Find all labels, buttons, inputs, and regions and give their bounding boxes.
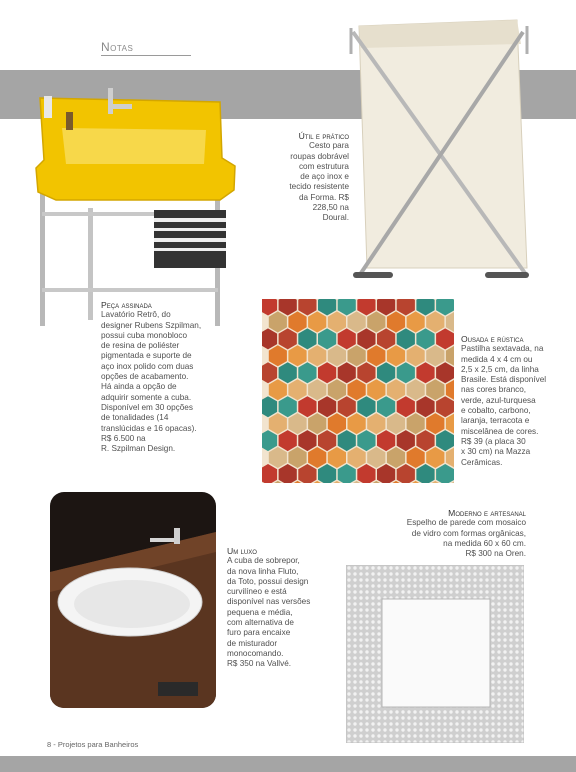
caption-line: Disponível em 30 opções [101,402,193,412]
caption-mirror [356,508,526,559]
caption-line: e cobalto, carbono, [461,406,531,416]
caption-line: de misturador [227,638,278,648]
caption-line: translúcidas e 16 opacas). [101,423,197,433]
caption-line: designer Rubens Szpilman, [101,320,202,330]
caption-line: aço inox polido com duas [101,361,194,371]
caption-line: 2,5 x 2,5 cm, da linha [461,364,539,374]
section-title: Notas [101,40,134,54]
caption-line: adquirir somente a cuba. [101,392,192,402]
caption-line: na medida 60 x 60 cm. [443,538,526,548]
caption-line: 228,50 na [312,203,349,213]
caption-title: Um luxo [227,546,257,556]
caption-line: verde, azul-turquesa [461,395,536,405]
caption-line: de resina de poliéster [101,341,180,351]
caption-tiles [461,334,566,468]
caption-line: R$ 39 (a placa 30 [461,436,526,446]
caption-line: Espelho de parede com mosaico [406,518,526,528]
caption-line: Cesto para [308,141,349,151]
caption-line: Pastilha sextavada, na [461,344,544,354]
caption-line: Lavatório Retrô, do [101,310,171,320]
caption-line: de tonalidades (14 [101,413,169,423]
caption-title: Moderno e artesanal [448,508,526,518]
caption-line: Doural. [322,213,349,223]
caption-line: R$ 300 na Oren. [465,549,526,559]
section-divider [101,55,191,56]
caption-line: pigmentada e suporte de [101,351,192,361]
caption-line: x 30 cm) na Mazza [461,447,531,457]
caption-line: curvilíneo e está [227,587,287,597]
caption-line: R. Szpilman Design. [101,444,176,454]
caption-line: possui cuba monobloco [101,330,188,340]
caption-hamper [239,131,349,224]
caption-line: miscelânea de cores. [461,426,539,436]
caption-line: A cuba de sobrepor, [227,556,300,566]
bottom-grey-band [0,756,576,772]
caption-sink [101,300,241,454]
caption-line: laranja, terracota e [461,416,530,426]
caption-line: da Forma. R$ [298,192,349,202]
tiles-image [262,299,454,483]
caption-line: de vidro com formas orgânicas, [411,528,526,538]
sink-image [30,88,248,328]
caption-line: Brasile. Está disponível [461,375,547,385]
caption-line: tecido resistente [289,182,349,192]
caption-line: da Toto, possui design [227,576,309,586]
page-footer: 8 - Projetos para Banheiros [47,740,139,749]
vessel-sink-image [50,492,216,708]
caption-title: Útil e prático [298,131,349,141]
caption-title: Peça assinada [101,300,152,310]
caption-line: roupas dobrável [290,151,349,161]
caption-line: R$ 6.500 na [101,433,146,443]
caption-line: R$ 350 na Vallvé. [227,659,292,669]
caption-line: Cerâmicas. [461,457,503,467]
caption-line: com alternativa de [227,618,294,628]
mirror-image [346,565,524,743]
caption-line: monocomando. [227,648,284,658]
caption-line: nas cores branco, [461,385,527,395]
caption-vessel-sink [227,546,337,670]
caption-title: Ousada e rústica [461,334,524,344]
hamper-image [345,14,545,290]
caption-line: da nova linha Fluto, [227,566,299,576]
caption-line: Há ainda a opção de [101,382,177,392]
caption-line: medida 4 x 4 cm ou [461,354,533,364]
caption-line: de aço inox e [300,172,349,182]
caption-line: furo para encaixe [227,628,291,638]
caption-line: pequena e média, [227,607,293,617]
caption-line: disponível nas versões [227,597,311,607]
caption-line: opções de acabamento. [101,372,189,382]
caption-line: com estrutura [298,161,349,171]
